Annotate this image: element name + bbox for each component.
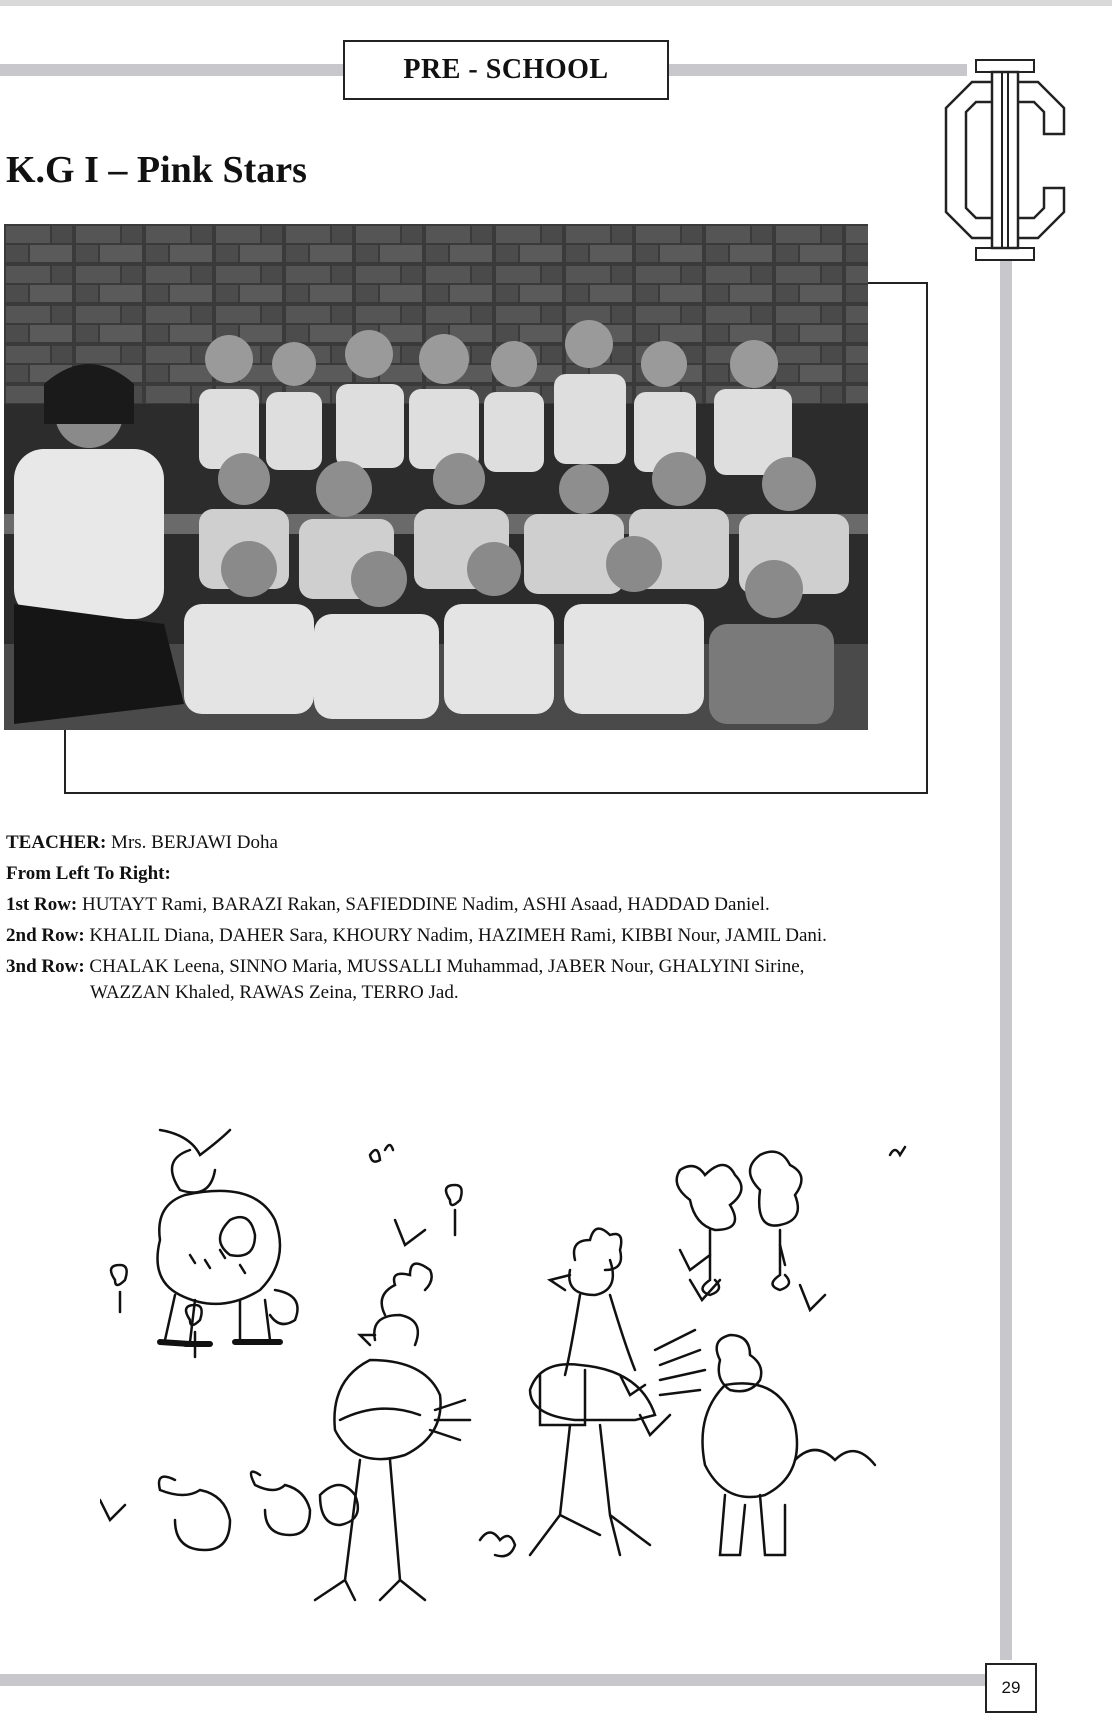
row-3-names: CHALAK Leena, SINNO Maria, MUSSALLI Muhammad, JABER Nour, GHALYINI Sirine, WAZZAN Khaled, RAWAS Zeina, TERRO Jad. [89, 956, 805, 1003]
order-line [6, 861, 886, 887]
photo-caption [6, 830, 886, 1011]
row-1-line [6, 892, 886, 918]
child-drawing-farm-animals [100, 1120, 960, 1685]
class-group-photo [4, 224, 868, 730]
order-label: From Left To Right: [6, 863, 171, 884]
page-number-text: 29 [1001, 1678, 1021, 1697]
teacher-name: Mrs. BERJAWI Doha [111, 832, 278, 853]
hen-drawing-left [315, 1264, 470, 1600]
row-2-names: KHALIL Diana, DAHER Sara, KHOURY Nadim, HAZIMEH Rami, KIBBI Nour, JAMIL Dani. [89, 925, 827, 946]
flowers-drawing [111, 1152, 801, 1357]
school-crest-icon [944, 58, 1066, 267]
rooster-drawing [530, 1229, 705, 1555]
row-2-label: 2nd Row: [6, 925, 85, 946]
page-number [985, 1663, 1037, 1713]
row-1-names: HUTAYT Rami, BARAZI Rakan, SAFIEDDINE Nadim, ASHI Asaad, HADDAD Daniel. [82, 894, 770, 915]
row-1-label: 1st Row: [6, 894, 78, 915]
header-bar-left [0, 64, 343, 76]
teacher-line [6, 830, 886, 856]
header-bar-right [667, 64, 967, 76]
sheep-drawing [158, 1130, 298, 1344]
chicks-drawing [159, 1472, 515, 1557]
section-label [343, 40, 669, 100]
right-margin-bar [1000, 260, 1012, 1660]
top-edge-line [0, 0, 1112, 6]
animal-drawing-right [703, 1335, 876, 1555]
class-title: K.G I – Pink Stars [6, 149, 307, 191]
row-3-label: 3nd Row: [6, 956, 85, 977]
row-2-line [6, 923, 886, 949]
row-3-line [6, 954, 886, 1006]
teacher-label: TEACHER: [6, 832, 107, 853]
section-label-text: PRE - SCHOOL [403, 54, 609, 85]
